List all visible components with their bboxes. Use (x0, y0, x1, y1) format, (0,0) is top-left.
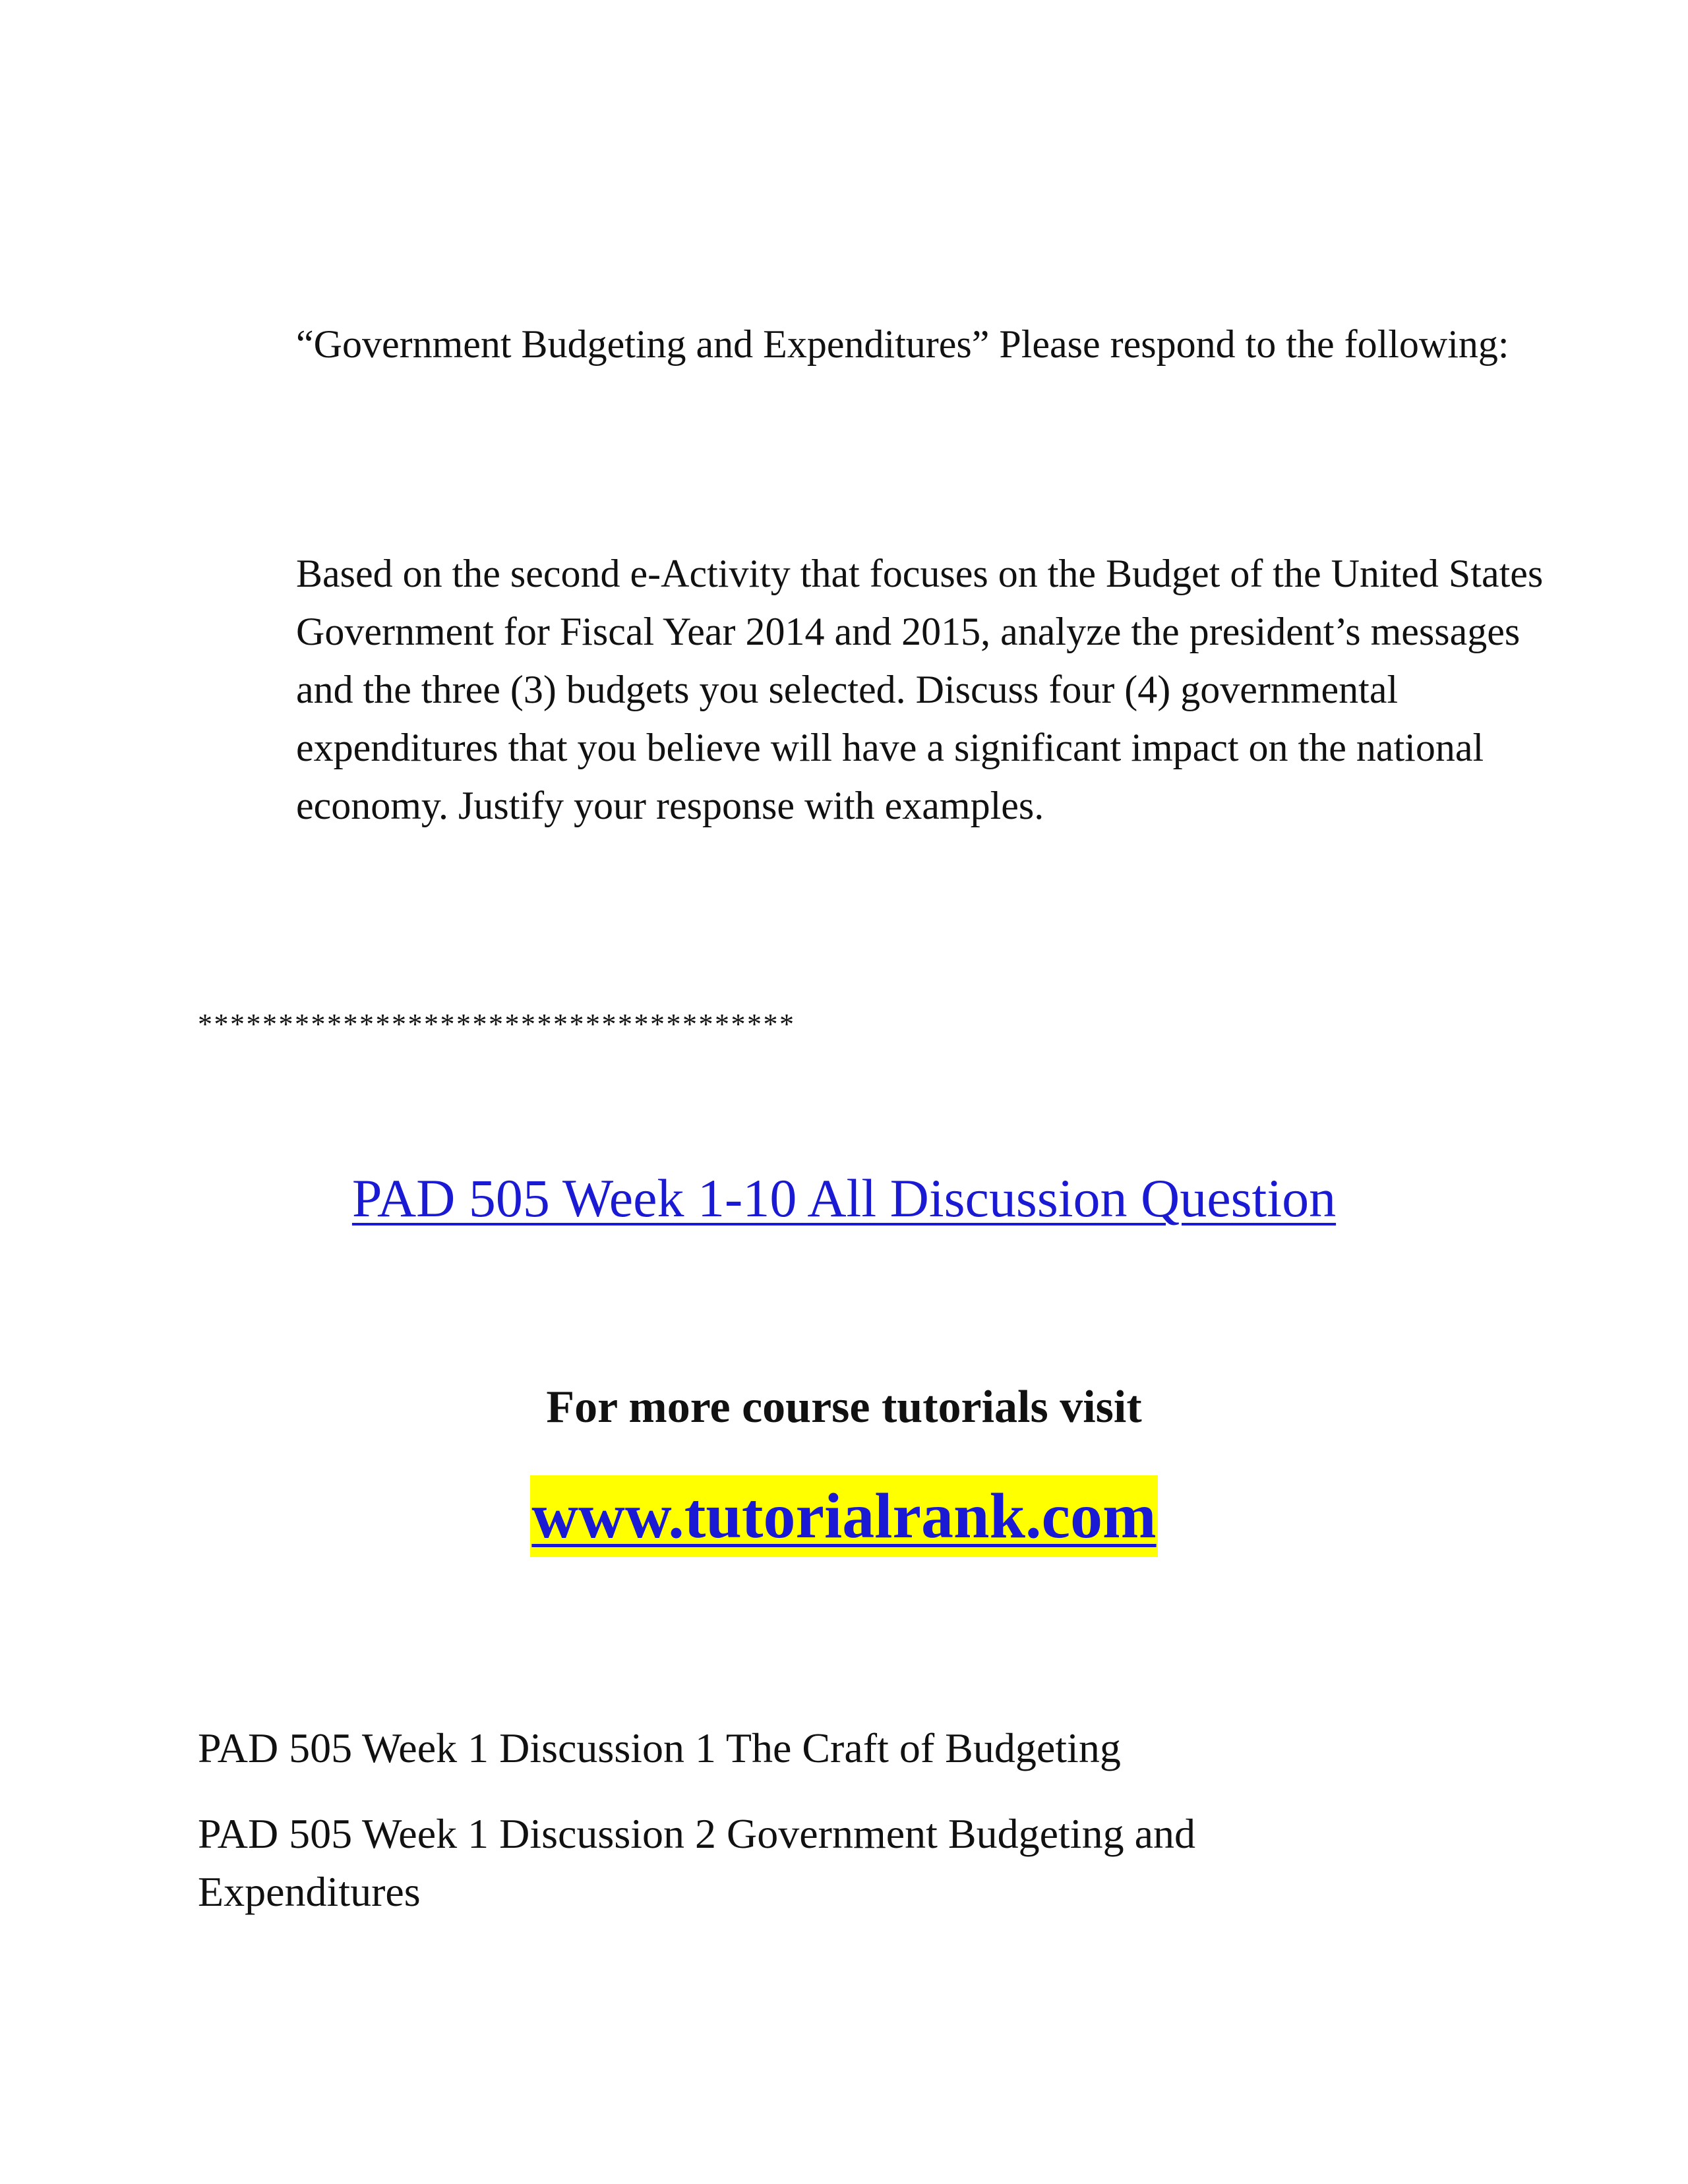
intro-paragraph: “Government Budgeting and Expenditures” Please respond to the following: (296, 322, 1509, 366)
course-link[interactable]: PAD 505 Week 1-10 All Discussion Question (351, 1168, 1337, 1228)
asterisk-separator: ************************************* (198, 1008, 796, 1040)
list-item: PAD 505 Week 1 Discussion 2 Government Budgeting and Expenditures (198, 1810, 1195, 1915)
list-item: PAD 505 Week 1 Discussion 1 The Craft of Budgeting (198, 1725, 1121, 1771)
prompt-paragraph: Based on the second e-Activity that focuses on the Budget of the United States Government for Fiscal Year 2014 and 2015, analyze the president’s messages and the three (3) budgets you selected. Discuss four (4) governmental expenditures that you believe will have a significant impact on the national economy. Justify your response with examples. (296, 552, 1544, 827)
site-link[interactable]: www.tutorialrank.com (530, 1475, 1157, 1557)
visit-label: For more course tutorials visit (546, 1382, 1142, 1432)
course-link-row (0, 1166, 1688, 1231)
site-link-row (0, 1475, 1688, 1557)
